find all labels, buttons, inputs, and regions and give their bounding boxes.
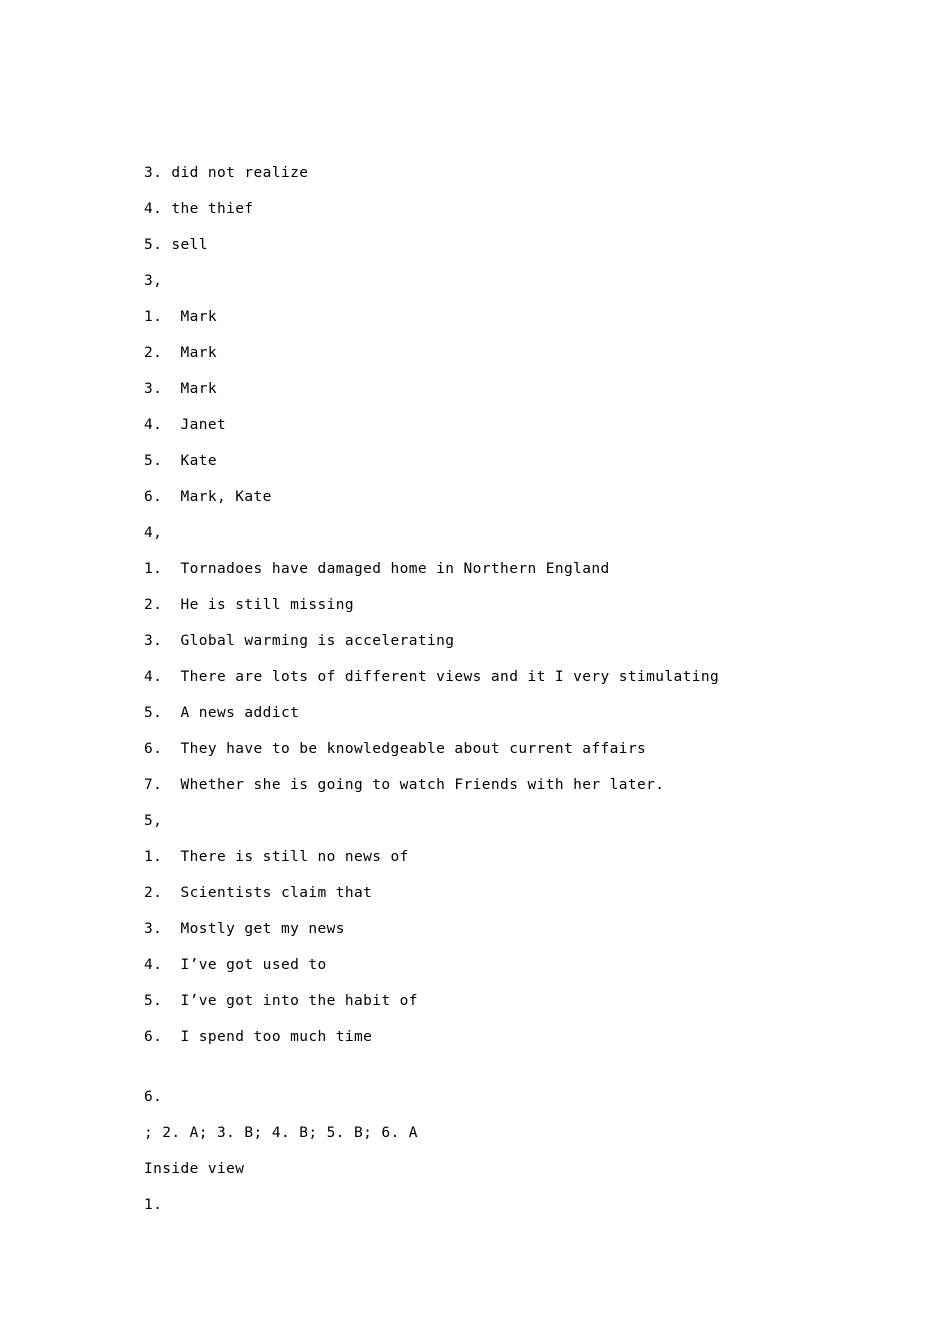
answer-line: 1. There is still no news of xyxy=(144,849,409,865)
answer-line: 6. Mark, Kate xyxy=(144,489,272,505)
answer-line: 2. He is still missing xyxy=(144,597,354,613)
section-heading: Inside view xyxy=(144,1161,245,1177)
section-number: 3, xyxy=(144,273,163,289)
answer-line: 3. Mark xyxy=(144,381,218,397)
answer-line: 1. Mark xyxy=(144,309,218,325)
answer-line: 2. Mark xyxy=(144,345,218,361)
answer-line: 4. Janet xyxy=(144,417,227,433)
section-number: 1. xyxy=(144,1197,163,1213)
answer-line: 5. I’ve got into the habit of xyxy=(144,993,418,1009)
answer-line: 6. They have to be knowledgeable about current affairs xyxy=(144,741,647,757)
answer-line: 6. I spend too much time xyxy=(144,1029,373,1045)
answer-line: 4. There are lots of different views and it I very stimulating xyxy=(144,669,720,685)
answer-line: 5. sell xyxy=(144,237,208,253)
answer-key-text xyxy=(144,163,904,1231)
answer-line: 3. Global warming is accelerating xyxy=(144,633,455,649)
answer-line: 2. Scientists claim that xyxy=(144,885,373,901)
answer-line: 7. Whether she is going to watch Friends with her later. xyxy=(144,777,665,793)
section-number: 5, xyxy=(144,813,163,829)
answer-line: 4. the thief xyxy=(144,201,254,217)
answer-line: 3. Mostly get my news xyxy=(144,921,345,937)
answer-line: 4. I’ve got used to xyxy=(144,957,327,973)
section-number: 4, xyxy=(144,525,163,541)
answer-line: 3. did not realize xyxy=(144,165,309,181)
answer-line: 5. Kate xyxy=(144,453,218,469)
section-number: 6. xyxy=(144,1089,163,1105)
answer-line: 1. Tornadoes have damaged home in Northern England xyxy=(144,561,610,577)
answer-line: 5. A news addict xyxy=(144,705,300,721)
answer-line: ; 2. A; 3. B; 4. B; 5. B; 6. A xyxy=(144,1125,418,1141)
